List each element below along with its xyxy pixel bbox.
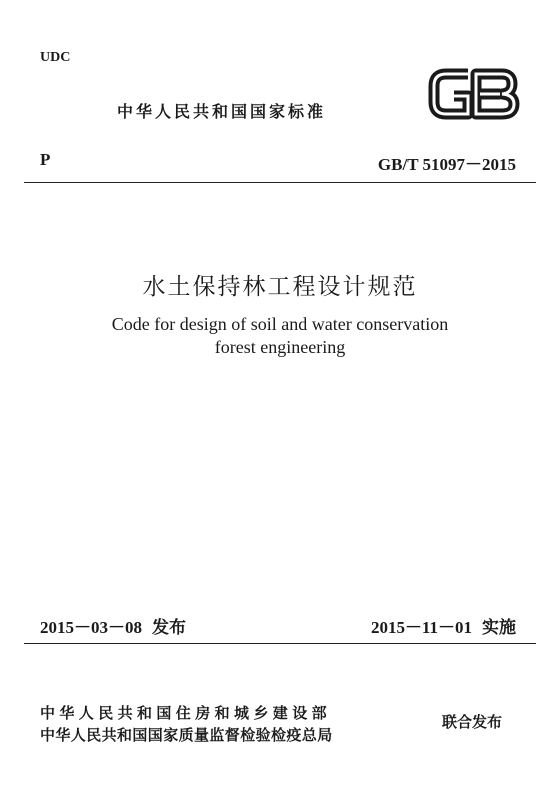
implement-date: 2015－11－01 [370,618,472,637]
title-english [0,313,560,359]
category-code: P [40,150,51,169]
issue-date-block [40,613,186,638]
title-english-line-1: Code for design of soil and water conservation [111,314,449,334]
implement-label: 实施 [482,618,516,638]
gb-logo [424,64,520,124]
bottom-divider [24,643,536,644]
top-divider [24,182,536,183]
issue-date: 2015－03－08 [40,618,142,637]
standard-number: GB/T 51097－2015 [377,155,516,174]
implement-date-block [371,613,516,638]
udc-label: UDC [40,50,71,65]
issue-label: 发布 [152,618,186,638]
issuing-authorities [40,702,333,746]
national-standard-heading: 中华人民共和国国家标准 [117,102,327,121]
title-english-line-2: forest engineering [214,337,346,357]
issuer-line-2: 中华人民共和国国家质量监督检验检疫总局 [40,726,333,744]
joint-issue-label: 联合发布 [442,713,503,731]
title-chinese: 水土保持林工程设计规范 [142,274,418,300]
issuer-line-1: 中华人民共和国住房和城乡建设部 [40,704,332,722]
